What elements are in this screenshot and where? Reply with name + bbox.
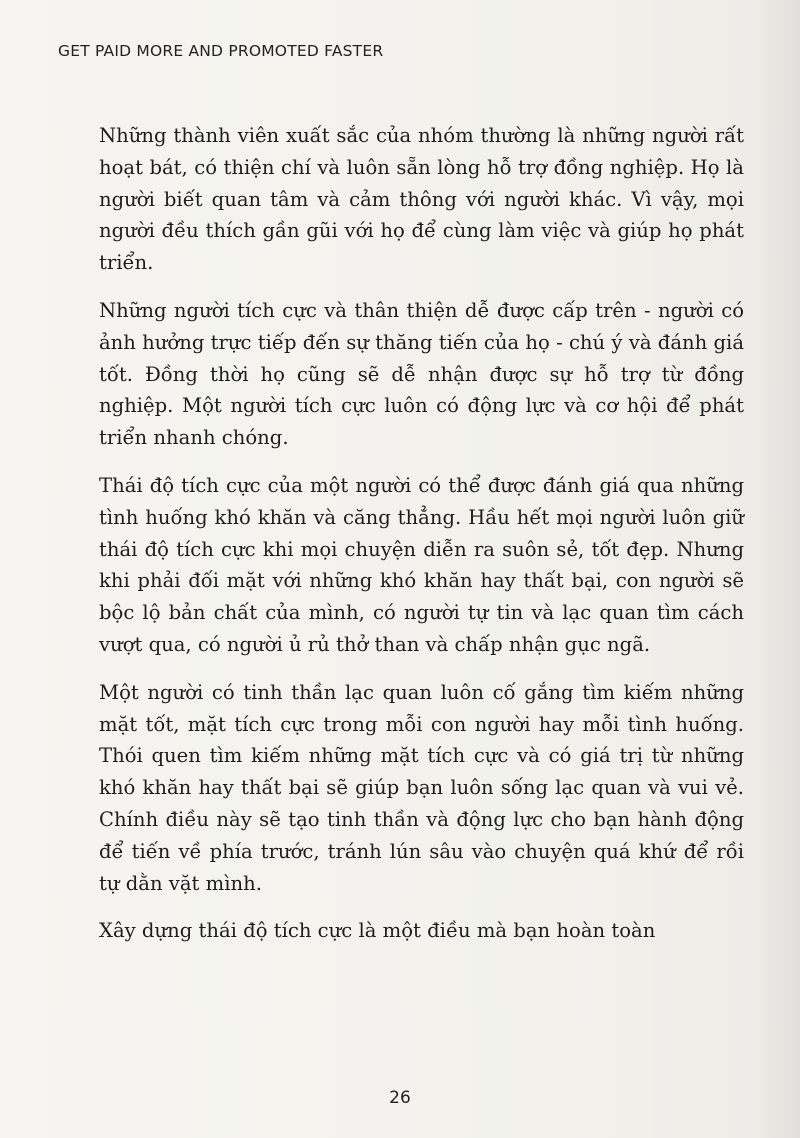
paragraph-4: Một người có tinh thần lạc quan luôn cố gắng tìm kiếm những mặt tốt, mặt tích cực trong mỗi con người hay mỗi tình huống. Thói quen tìm kiếm những mặt tích cực và có giá trị từ những khó khăn hay thất bại sẽ giúp bạn luôn sống lạc quan và vui vẻ. Chính điều này sẽ tạo tinh thần và động lực cho bạn hành động để tiến về phía trước, tránh lún sâu vào chuyện quá khứ để rồi tự dằn vặt mình. xyxy=(99,680,744,895)
running-header: GET PAID MORE AND PROMOTED FASTER xyxy=(58,42,384,60)
page-edge-shadow xyxy=(752,0,800,1138)
paragraph-1: Những thành viên xuất sắc của nhóm thường là những người rất hoạt bát, có thiện chí và luôn sẵn lòng hỗ trợ đồng nghiệp. Họ là người biết quan tâm và cảm thông với người khác. Vì vậy, mọi người đều thích gần gũi với họ để cùng làm việc và giúp họ phát triển. xyxy=(99,124,744,275)
paragraph-5: Xây dựng thái độ tích cực là một điều mà bạn hoàn toàn xyxy=(99,919,656,943)
page-number: 26 xyxy=(389,1088,411,1108)
body-text xyxy=(99,120,744,963)
paragraph-3: Thái độ tích cực của một người có thể được đánh giá qua những tình huống khó khăn và căng thẳng. Hầu hết mọi người luôn giữ thái độ tích cực khi mọi chuyện diễn ra suôn sẻ, tốt đẹp. Nhưng khi phải đối mặt với những khó khăn hay thất bại, con người sẽ bộc lộ bản chất của mình, có người tự tin và lạc quan tìm cách vượt qua, có người ủ rủ thở than và chấp nhận gục ngã. xyxy=(99,473,744,656)
paragraph-2: Những người tích cực và thân thiện dễ được cấp trên - người có ảnh hưởng trực tiếp đến sự thăng tiến của họ - chú ý và đánh giá tốt. Đồng thời họ cũng sẽ dễ nhận được sự hỗ trợ từ đồng nghiệp. Một người tích cực luôn có động lực và cơ hội để phát triển nhanh chóng. xyxy=(99,298,744,450)
